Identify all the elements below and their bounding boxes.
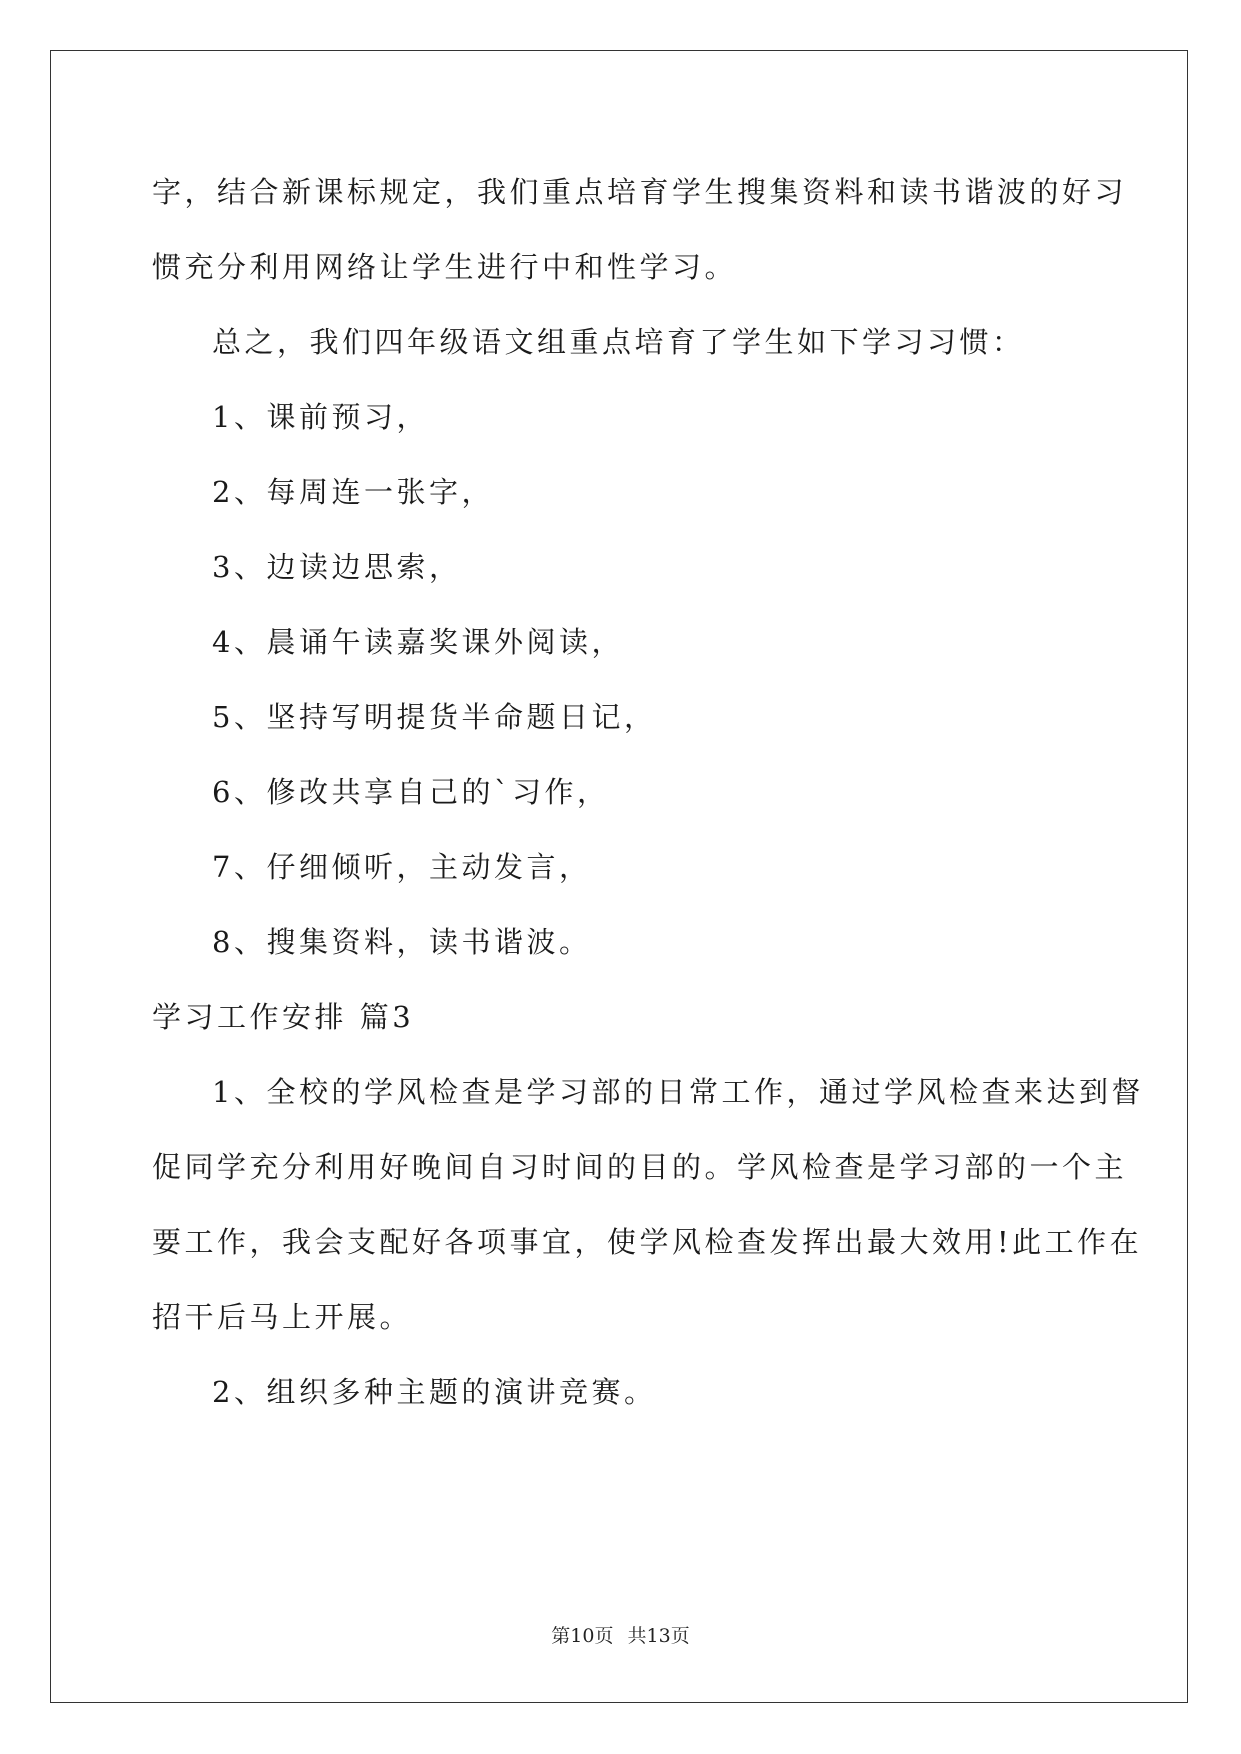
paragraph-line: 字，结合新课标规定，我们重点培育学生搜集资料和读书谐波的好习: [152, 175, 1128, 209]
page-total: 共13页: [627, 1625, 690, 1647]
list-item: 1、课前预习，: [212, 400, 429, 434]
list-item: 8、搜集资料，读书谐波。: [212, 925, 592, 959]
page-footer: [0, 1623, 1241, 1649]
list-item: 2、每周连一张字，: [212, 475, 494, 509]
paragraph-line: 惯充分利用网络让学生进行中和性学习。: [152, 250, 738, 284]
paragraph-line: 总之，我们四年级语文组重点培育了学生如下学习习惯：: [212, 325, 1025, 359]
paragraph-line: 1、全校的学风检查是学习部的日常工作，通过学风检查来达到督: [212, 1075, 1144, 1109]
paragraph-line: 2、组织多种主题的演讲竞赛。: [212, 1375, 657, 1409]
paragraph-line: 招干后马上开展。: [152, 1300, 413, 1334]
list-item: 7、仔细倾听，主动发言，: [212, 850, 592, 884]
paragraph-line: 促同学充分利用好晚间自习时间的目的。学风检查是学习部的一个主: [152, 1150, 1128, 1184]
page-number: 第10页: [551, 1625, 614, 1647]
section-heading: 学习工作安排 篇3: [152, 1000, 415, 1034]
list-item: 5、坚持写明提货半命题日记，: [212, 700, 657, 734]
paragraph-line: 要工作，我会支配好各项事宜，使学风检查发挥出最大效用!此工作在: [152, 1225, 1143, 1259]
list-item: 3、边读边思索，: [212, 550, 462, 584]
list-item: 4、晨诵午读嘉奖课外阅读，: [212, 625, 624, 659]
list-item: 6、修改共享自己的`习作，: [212, 775, 610, 809]
